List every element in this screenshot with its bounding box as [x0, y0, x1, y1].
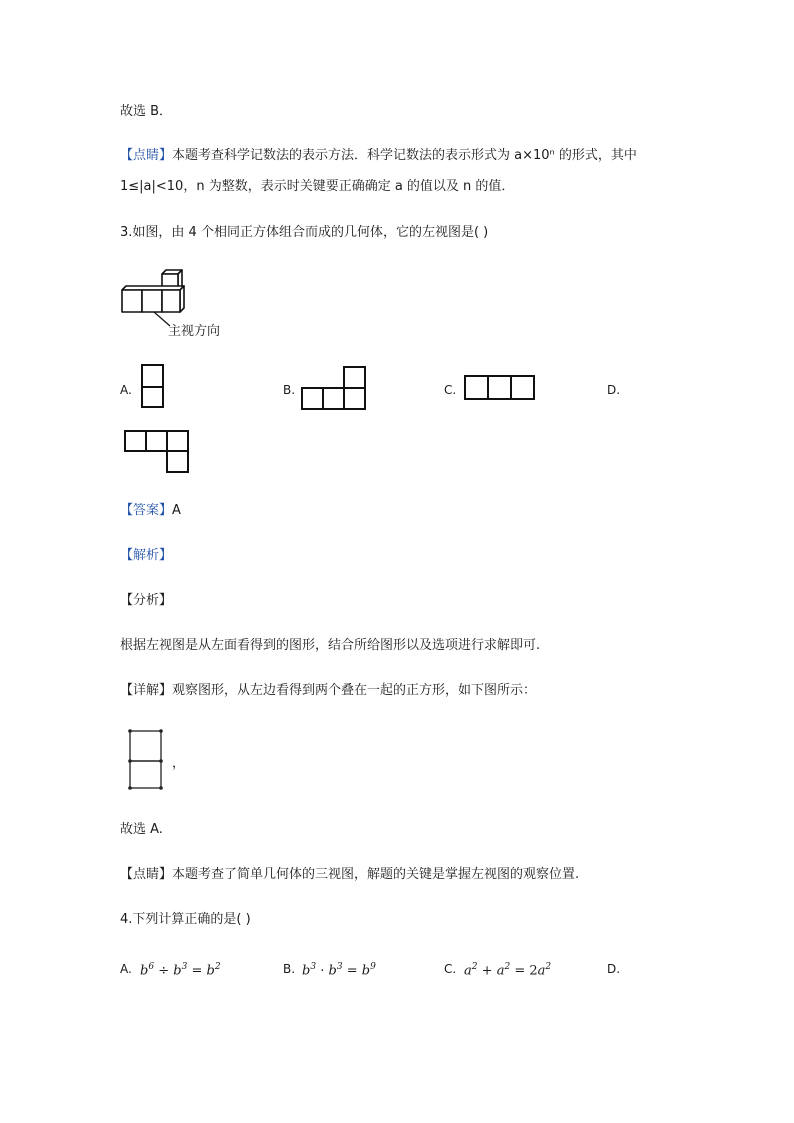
q3-left-view-figure	[128, 728, 168, 792]
q3-comment-text: 本题考查了简单几何体的三视图，解题的关键是掌握左视图的观察位置.	[172, 867, 580, 882]
q4-c-base3: a	[537, 963, 546, 979]
q4-option-a-label: A.	[120, 962, 132, 976]
figure-caption: 主视方向	[168, 324, 221, 339]
q3-choose: 故选 A.	[120, 822, 163, 837]
q4-c-base1: a	[464, 963, 472, 979]
q4-option-a-expr	[140, 960, 221, 978]
prev-choose-line: 故选 B．	[120, 104, 173, 119]
q4-option-b-label: B.	[283, 962, 296, 976]
q4-b-eq: =	[346, 963, 358, 979]
q3-option-a-figure	[140, 362, 170, 412]
q4-c-exp1: 2	[471, 962, 478, 972]
q3-stem: 3.如图，由 4 个相同正方体组合而成的几何体，它的左视图是( )	[120, 225, 489, 240]
q3-answer-line	[120, 503, 181, 519]
q4-a-base2: b	[173, 963, 182, 979]
q3-option-d-label: D.	[607, 383, 621, 397]
q4-b-base3: b	[361, 963, 371, 979]
q3-answer: A	[172, 503, 181, 518]
q4-stem: 4.下列计算正确的是( )	[120, 912, 251, 927]
q3-comment-line	[120, 867, 579, 883]
q4-c-eq: =	[514, 963, 526, 979]
q4-option-b-expr	[302, 960, 376, 978]
q4-b-base1: b	[302, 963, 311, 979]
q4-option-c-label: C.	[444, 962, 457, 976]
q3-detail-line	[120, 683, 536, 699]
q4-a-exp3: 2	[214, 962, 221, 972]
prev-comment-text1: 本题考查科学记数法的表示方法．科学记数法的表示形式为 a×10ⁿ 的形式，其中	[172, 148, 637, 163]
q3-option-a-label: A.	[120, 383, 132, 397]
q3-option-c-label: C.	[444, 383, 457, 397]
q4-c-op: +	[481, 963, 493, 979]
q4-a-op: ÷	[158, 963, 170, 979]
q3-option-b-figure	[298, 364, 373, 414]
q4-c-exp3: 2	[545, 962, 552, 972]
q3-option-d-figure	[122, 428, 197, 478]
q3-analysis-tag: 【解析】	[120, 548, 173, 563]
q3-fenxi-tag: 【分析】	[120, 593, 173, 608]
q4-b-base2: b	[328, 963, 337, 979]
q3-comment-tag: 【点睛】	[120, 867, 173, 882]
q4-c-base2: a	[496, 963, 505, 979]
q4-a-eq: =	[191, 963, 203, 979]
q3-answer-tag: 【答案】	[120, 503, 173, 518]
q4-a-exp2: 3	[181, 962, 188, 972]
q3-fenxi-text: 根据左视图是从左面看得到的图形，结合所给图形以及选项进行求解即可.	[120, 638, 541, 653]
q4-a-base1: b	[140, 963, 149, 979]
q4-b-exp1: 3	[310, 962, 317, 972]
q3-detail-comma: ，	[172, 756, 186, 771]
q3-option-b-label: B.	[283, 383, 296, 397]
prev-comment-line2: 1≤|a|<10，n 为整数，表示时关键要正确确定 a 的值以及 n 的值．	[120, 179, 515, 194]
q4-b-op: ·	[320, 963, 325, 979]
q4-option-c-expr	[464, 960, 551, 978]
q4-b-exp3: 9	[370, 962, 376, 972]
q4-b-exp2: 3	[336, 962, 343, 972]
q3-option-c-figure	[462, 373, 542, 403]
q3-detail-text: 观察图形，从左边看得到两个叠在一起的正方形，如下图所示：	[172, 683, 537, 698]
q4-a-exp1: 6	[148, 962, 155, 972]
q4-c-coef: 2	[529, 963, 538, 979]
prev-comment-tag: 【点睛】	[120, 148, 173, 163]
q4-option-d-label: D.	[607, 962, 621, 976]
q4-a-base3: b	[206, 963, 215, 979]
q4-c-exp2: 2	[504, 962, 511, 972]
prev-comment-line1	[120, 148, 637, 164]
q3-detail-tag: 【详解】	[120, 683, 173, 698]
